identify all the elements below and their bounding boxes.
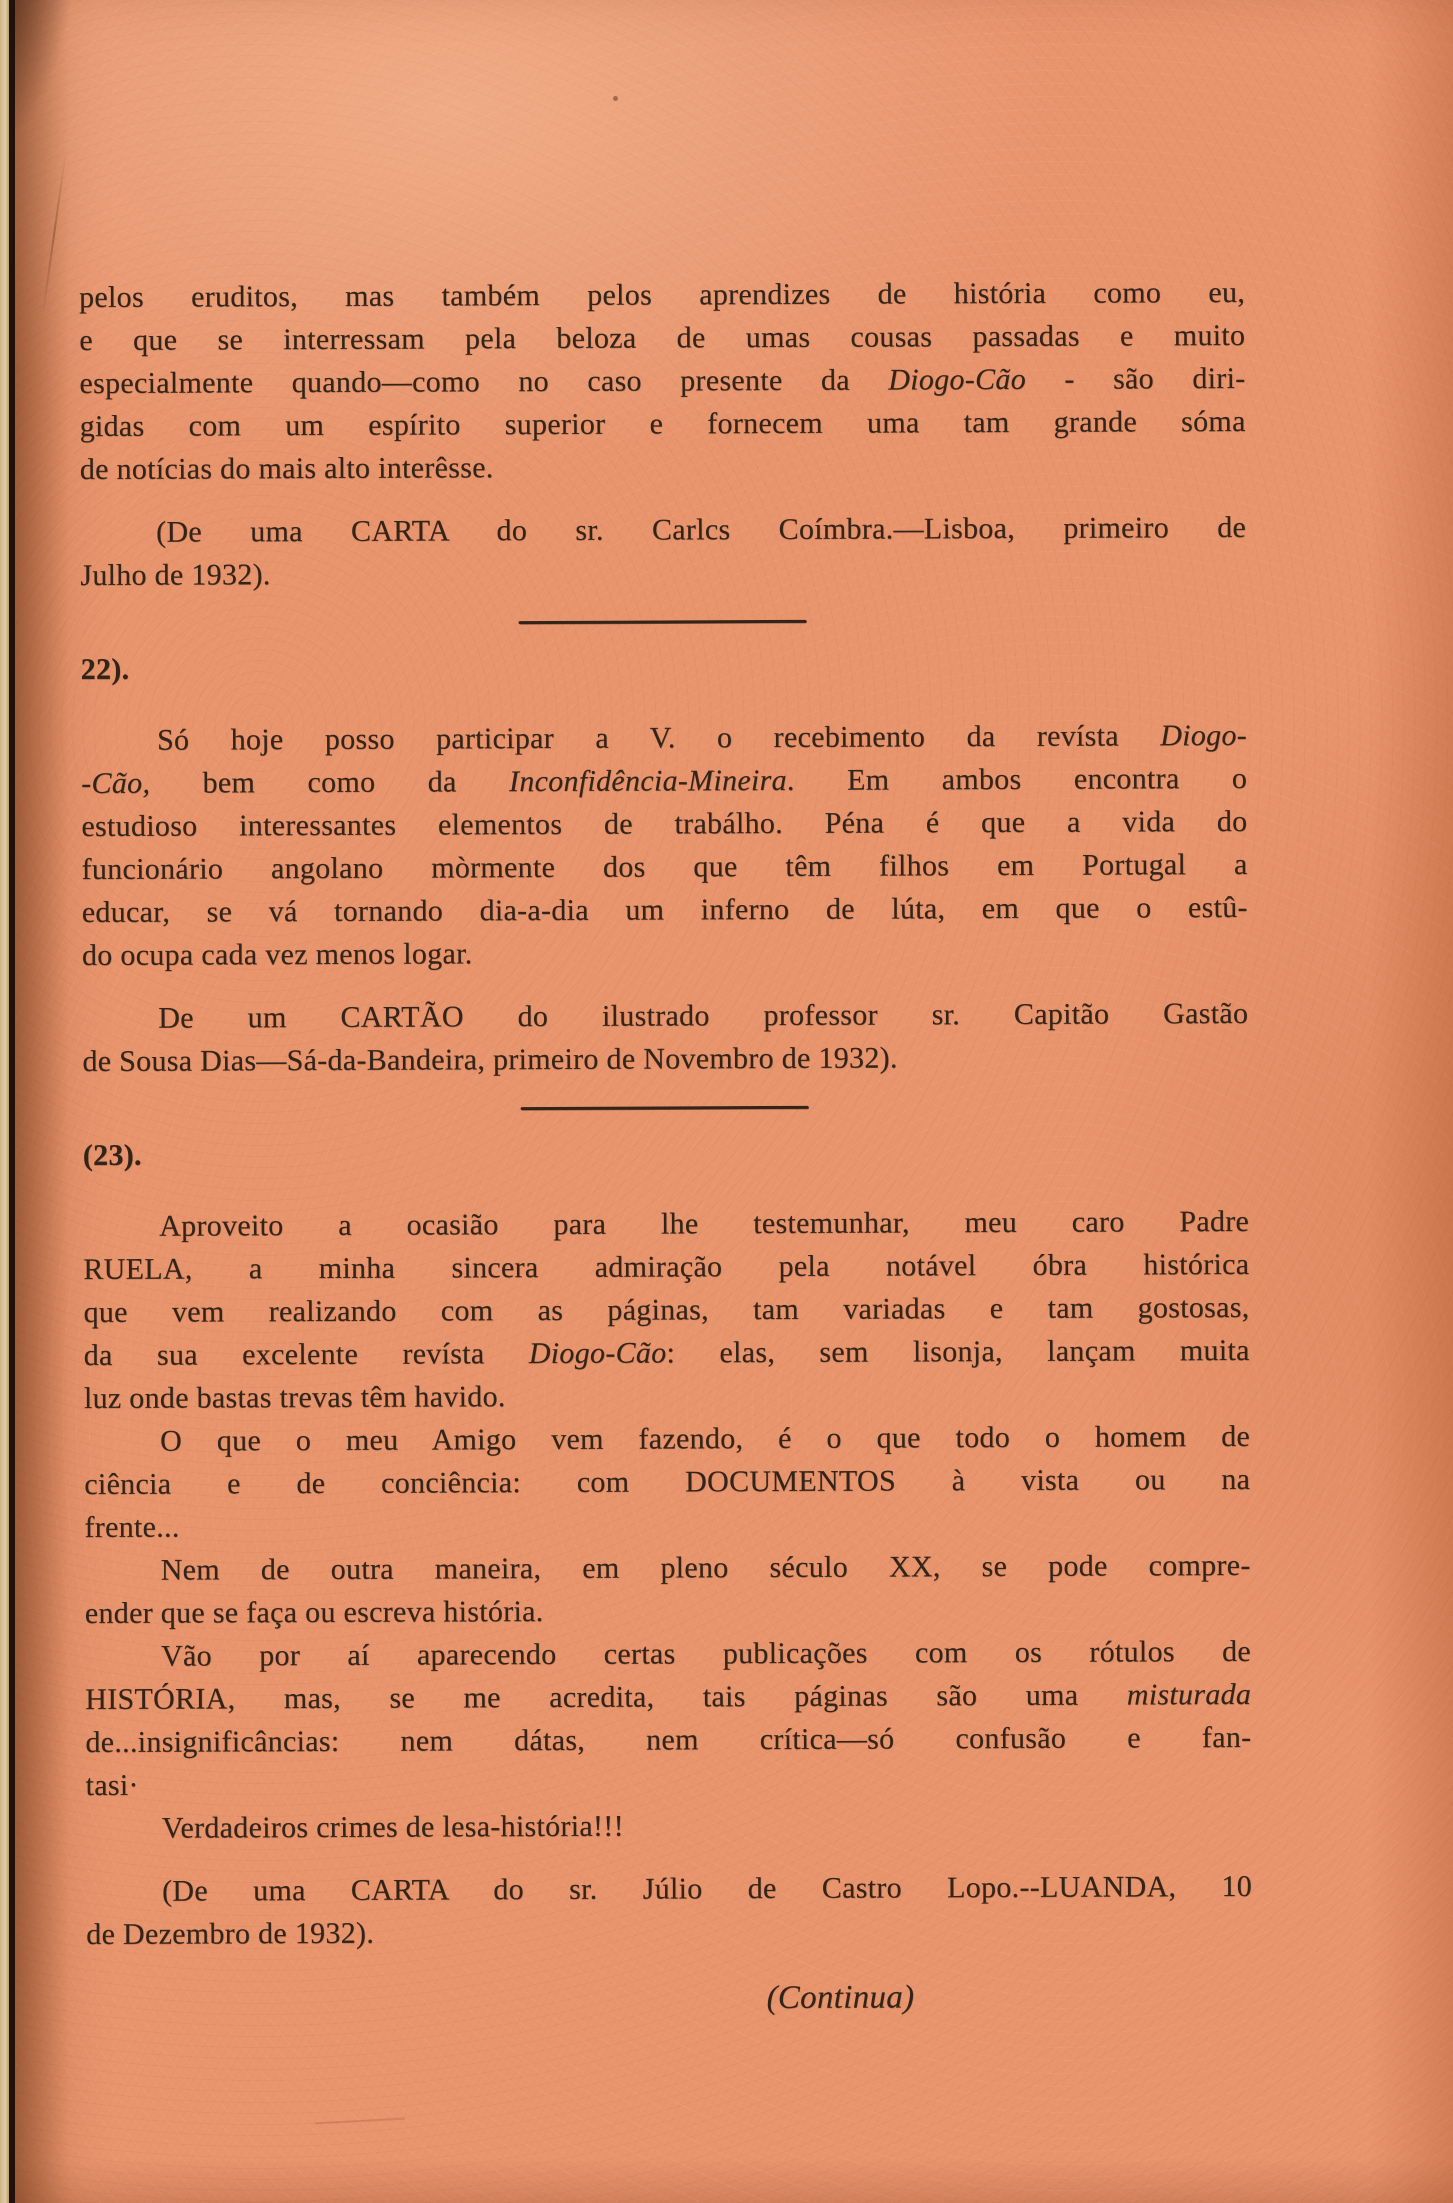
ink-speck <box>613 96 618 101</box>
text-line <box>79 271 1245 319</box>
text-segment: da sua excelente revísta <box>83 1337 529 1372</box>
text-line <box>83 1200 1249 1248</box>
italic-text-segment: misturada <box>1126 1677 1252 1712</box>
text-line <box>85 1759 1251 1807</box>
text-line <box>84 1372 1250 1420</box>
text-segment: Vão por aí aparecendo certas publicações com os rótulos de <box>160 1634 1252 1673</box>
text-segment: ciência e de conciência: com DOCUMENTOS à vista ou na <box>84 1462 1251 1501</box>
text-segment: - são diri- <box>1025 361 1246 396</box>
text-segment: funcionário angolano mòrmente dos que têm filhos em Portugal a <box>81 847 1248 886</box>
book-page-edge <box>0 0 9 2203</box>
para-23-body-2 <box>84 1415 1251 1549</box>
text-segment: . Em ambos encontra o <box>786 761 1248 797</box>
para-23-body-3 <box>85 1544 1251 1635</box>
text-line <box>79 357 1245 405</box>
text-line <box>79 314 1245 362</box>
text-segment: Nem de outra maneira, em pleno século XX, se pode compre- <box>160 1548 1251 1587</box>
text-line <box>84 1458 1250 1506</box>
text-segment: Julho de 1932). <box>80 558 271 592</box>
attribution-carta-lopo <box>86 1865 1252 1956</box>
attribution-carta-coimbra <box>80 506 1246 597</box>
text-line <box>86 1865 1252 1913</box>
text-line <box>81 757 1247 805</box>
text-line <box>82 992 1248 1040</box>
para-23-body-1 <box>83 1200 1250 1420</box>
text-line <box>84 1501 1250 1549</box>
text-line <box>80 549 1246 597</box>
text-segment: estudioso interessantes elementos de trabálho. Péna é que a vida do <box>81 804 1248 843</box>
text-segment: gidas com um espírito superior e fornecem uma tam grande sóma <box>79 404 1246 443</box>
text-segment: Aproveito a ocasião para lhe testemunhar, meu caro Padre <box>159 1204 1250 1243</box>
text-segment: educar, se vá tornando dia-a-dia um inferno de lúta, em que o estû- <box>81 890 1248 929</box>
text-line <box>85 1544 1251 1592</box>
text-column <box>79 271 1253 2024</box>
text-segment: de notícias do mais alto interêsse. <box>79 451 494 486</box>
text-line <box>85 1587 1251 1635</box>
text-segment: ender que se faça ou escreva história. <box>84 1594 544 1630</box>
text-line <box>81 800 1247 848</box>
text-segment: Só hoje posso participar a V. o recebimento da revísta <box>156 719 1161 757</box>
text-segment: RUELA, a minha sincera admiração pela notável óbra histórica <box>83 1247 1250 1286</box>
text-segment: de Sousa Dias—Sá-da-Bandeira, primeiro de Novembro de 1932). <box>82 1041 898 1078</box>
text-line <box>85 1673 1251 1721</box>
text-line <box>82 929 1248 977</box>
text-line <box>86 1908 1252 1956</box>
continua-note: (Continua) <box>766 1979 915 2017</box>
book-page <box>9 0 1453 2203</box>
text-line <box>82 1035 1248 1083</box>
section-heading-23: (23). <box>82 1138 142 1172</box>
text-line <box>81 714 1247 762</box>
text-segment: tasi· <box>85 1768 139 1802</box>
text-segment: (De uma CARTA do sr. Carlcs Coímbra.—Lisboa, primeiro de <box>156 510 1247 549</box>
text-segment: Verdadeiros crimes de lesa-história!!! <box>161 1809 624 1845</box>
section-heading-22: 22). <box>80 652 130 686</box>
text-segment: pelos eruditos, mas também pelos aprendizes de história como eu, <box>79 275 1246 314</box>
divider-2 <box>521 1106 809 1110</box>
text-segment: HISTÓRIA, mas, se me acredita, tais páginas são uma <box>85 1678 1127 1716</box>
italic-text-segment: Diogo-Cão <box>888 362 1027 397</box>
text-segment: que vem realizando com as páginas, tam variadas e tam gostosas, <box>83 1290 1250 1329</box>
italic-text-segment: -Cão, <box>81 766 151 800</box>
attribution-cartao-gastao <box>82 992 1248 1083</box>
text-line <box>84 1329 1250 1377</box>
text-line <box>80 400 1246 448</box>
divider-1 <box>519 620 807 624</box>
italic-text-segment: Inconfidência-Mineira <box>508 763 787 799</box>
text-line <box>81 843 1247 891</box>
text-segment: de Dezembro de 1932). <box>86 1916 375 1951</box>
text-line <box>84 1415 1250 1463</box>
text-segment: (De uma CARTA do sr. Júlio de Castro Lopo.--LUANDA, 10 <box>161 1869 1253 1908</box>
text-line <box>83 1243 1249 1291</box>
scan-scratch-mark <box>315 2118 405 2125</box>
text-segment: do ocupa cada vez menos logar. <box>81 937 473 972</box>
text-line <box>82 886 1248 934</box>
text-line <box>86 1802 1252 1850</box>
text-line <box>83 1286 1249 1334</box>
para-23-body-4 <box>85 1630 1252 1807</box>
para-21-continuation <box>79 271 1246 491</box>
text-segment: especialmente quando—como no caso presente da <box>79 363 889 400</box>
text-segment: luz onde bastas trevas têm havido. <box>83 1380 506 1415</box>
para-23-body-5 <box>86 1802 1252 1850</box>
text-segment: De um CARTÃO do ilustrado professor sr. Capitão Gastão <box>158 996 1249 1035</box>
italic-text-segment: Diogo- <box>1160 718 1248 753</box>
text-line <box>85 1630 1251 1678</box>
para-22-body <box>81 714 1248 977</box>
scan-crease-mark <box>41 151 67 320</box>
text-segment: frente... <box>84 1510 180 1544</box>
text-segment: bem como da <box>150 765 510 800</box>
text-segment: e que se interressam pela beloza de umas cousas passadas e muito <box>79 318 1246 357</box>
text-line <box>80 506 1246 554</box>
text-line <box>80 443 1246 491</box>
italic-text-segment: Diogo-Cão <box>528 1336 667 1371</box>
text-line <box>85 1716 1251 1764</box>
text-segment: de...insignificâncias: nem dátas, nem crítica—só confusão e fan- <box>85 1720 1252 1759</box>
text-segment: O que o meu Amigo vem fazendo, é o que todo o homem de <box>160 1419 1251 1458</box>
text-segment: : elas, sem lisonja, lançam muita <box>666 1333 1250 1370</box>
